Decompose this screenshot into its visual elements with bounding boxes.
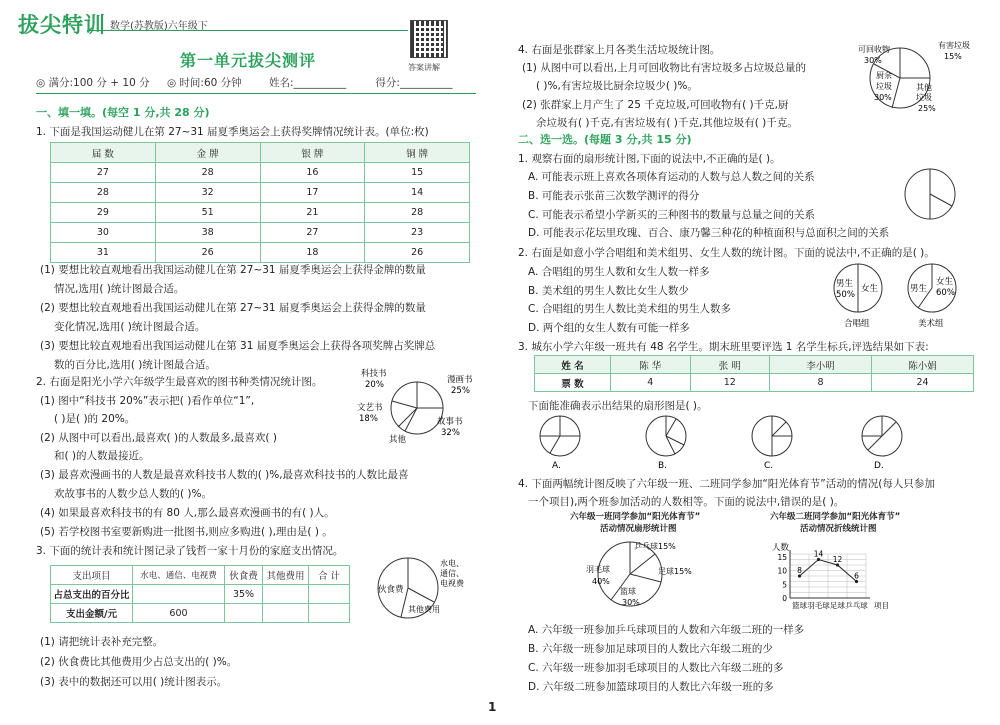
art-boy-label: 男生 xyxy=(910,284,928,294)
q4-part1a: (1) 从图中可以看出,上月可回收物比有害垃圾多占垃圾总量的 xyxy=(522,62,807,74)
label-sci: 科技书 xyxy=(361,369,387,379)
data-label: 6 xyxy=(854,571,859,581)
table-cell: 14 xyxy=(365,183,470,203)
table-cell: 28 xyxy=(365,203,470,223)
value-story: 32% xyxy=(441,428,460,438)
pie-divider xyxy=(930,194,952,206)
pie-divider xyxy=(405,408,417,431)
data-label: 8 xyxy=(797,566,802,575)
table-cell: 23 xyxy=(365,223,470,243)
value-comic: 25% xyxy=(451,386,470,396)
header-cell: 水电、通信、电视费 xyxy=(133,566,225,585)
q3-part1: (1) 请把统计表补充完整。 xyxy=(40,636,164,648)
row-label: 占总支出的百分比 xyxy=(51,585,133,604)
label-haz: 有害垃圾 xyxy=(938,41,970,50)
full-score: ◎ 满分:100 分 + 10 分 xyxy=(36,77,150,89)
cell[interactable] xyxy=(309,585,350,604)
line-chart-title xyxy=(770,510,900,534)
pie-title-line2: 活动情况扇形统计图 xyxy=(600,524,677,534)
header-cell: 姓 名 xyxy=(535,356,611,374)
header-cell: 李小明 xyxy=(770,356,872,374)
q1-part2b: 变化情况,选用( )统计图最合适。 xyxy=(54,321,206,333)
choir-boy-value: 50% xyxy=(836,290,855,300)
art-girl-value: 60% xyxy=(936,288,955,298)
value-sci: 20% xyxy=(365,380,384,390)
table-cell: 18 xyxy=(260,243,365,263)
label-kit: 余 xyxy=(884,71,892,80)
cell[interactable] xyxy=(225,604,263,623)
q4-stem: 4. 右面是张群家上月各类生活垃圾统计图。 xyxy=(518,44,721,56)
x-axis-label: 项目 xyxy=(874,601,889,610)
x-tick-label: 羽毛球 xyxy=(807,601,830,610)
q2-part1a: (1) 图中“科技书 20%”表示把( )看作单位“1”, xyxy=(40,395,255,407)
q1-part3b: 数的百分比,选用( )统计图最合适。 xyxy=(54,359,216,371)
value-lit: 18% xyxy=(359,414,378,424)
choir-girl-label: 女生 xyxy=(861,284,879,294)
pie-title-line1: 六年级一班同学参加“阳光体育节” xyxy=(570,512,701,522)
q2-part1b: ( )是( )的 20%。 xyxy=(54,413,136,425)
pie-chart-title xyxy=(570,510,700,534)
table-row xyxy=(51,163,470,183)
x-tick-label: 乒乓球 xyxy=(845,601,868,610)
time-limit: ◎ 时间:60 分钟 xyxy=(166,77,242,89)
expense-table xyxy=(50,565,350,623)
x-tick-label: 足球 xyxy=(830,601,845,610)
option-d-pie[interactable] xyxy=(862,416,902,471)
pie-divider xyxy=(892,78,900,108)
s2q1-option-c[interactable]: C. 可能表示希望小学新买的三种图书的数量与总量之间的关系 xyxy=(528,209,816,221)
table-cell: 29 xyxy=(51,203,156,223)
section2-title: 二、选一选。(每题 3 分,共 15 分) xyxy=(518,133,692,146)
data-label: 12 xyxy=(832,555,843,564)
s2q2-option-c[interactable]: C. 合唱组的男生人数比美术组的男生人数多 xyxy=(528,303,732,315)
cell: 24 xyxy=(872,374,974,392)
table-row xyxy=(51,183,470,203)
table-cell: 30 xyxy=(51,223,156,243)
table-cell: 38 xyxy=(155,223,260,243)
label-kit: 垃 xyxy=(876,82,884,91)
col-header: 银 牌 xyxy=(260,143,365,163)
header-cell: 陈小娟 xyxy=(872,356,974,374)
points-field[interactable]: 得分:__________ xyxy=(375,77,453,89)
qr-code-icon[interactable] xyxy=(410,20,448,58)
option-a-pie[interactable] xyxy=(540,416,580,471)
choir-pie xyxy=(824,260,894,330)
cell: 12 xyxy=(690,374,770,392)
art-pie xyxy=(898,260,968,330)
pie-divider xyxy=(630,574,661,582)
table-cell: 17 xyxy=(260,183,365,203)
s2q2-option-d[interactable]: D. 两个组的女生人数有可能一样多 xyxy=(528,322,690,334)
page-number: 1 xyxy=(488,700,497,714)
table-cell: 32 xyxy=(155,183,260,203)
col-header: 金 牌 xyxy=(155,143,260,163)
header-cell: 其他费用 xyxy=(263,566,309,585)
s2q4-option-c[interactable]: C. 六年级一班参加羽毛球项目的人数比六年级二班的多 xyxy=(528,662,784,674)
q1-part3a: (3) 要想比较直观地看出我国运动健儿在第 31 届夏季奥运会上获得各项奖牌占奖牌总 xyxy=(40,340,436,352)
header-cell: 陈 华 xyxy=(611,356,691,374)
value-haz: 15% xyxy=(944,52,962,61)
col-header: 铜 牌 xyxy=(365,143,470,163)
q3-part2: (2) 伙食费比其他费用少占总支出的( )%。 xyxy=(40,656,238,668)
cell[interactable] xyxy=(133,585,225,604)
row-label: 支出金额/元 xyxy=(51,604,133,623)
s2q4-option-a[interactable]: A. 六年级一班参加乒乓球项目的人数和六年级二班的一样多 xyxy=(528,624,805,636)
x-tick-label: 篮球 xyxy=(792,601,807,610)
q1-part1b: 情况,选用( )统计图最合适。 xyxy=(54,283,185,295)
option-a-label: A. xyxy=(552,461,561,471)
q1-part1a: (1) 要想比较直观地看出我国运动健儿在第 27~31 届夏季奥运会上获得金牌的数量 xyxy=(40,264,426,276)
q2-part4: (4) 如果最喜欢科技书的有 80 人,那么最喜欢漫画书的有( )人。 xyxy=(40,507,335,519)
header-cell: 合 计 xyxy=(309,566,350,585)
label-story: 故事书 xyxy=(437,417,463,427)
cell[interactable] xyxy=(263,604,309,623)
label-util: 通信、 xyxy=(440,569,464,578)
table-cell: 26 xyxy=(365,243,470,263)
label-fb: 足球15% xyxy=(658,567,692,576)
medal-table xyxy=(50,142,470,263)
label-comic: 漫画书 xyxy=(447,375,473,385)
brand-logo: 拔尖特训 xyxy=(18,13,106,37)
label-other: 其他 xyxy=(389,435,407,445)
label-kit: 厨 xyxy=(876,71,884,80)
label-food: 伙食费 xyxy=(378,585,404,595)
q2-part2a: (2) 从图中可以看出,最喜欢( )的人数最多,最喜欢( ) xyxy=(40,432,277,444)
s2q1-option-d[interactable]: D. 可能表示花坛里玫瑰、百合、康乃馨三种花的种植面积与总面积之间的关系 xyxy=(528,227,890,239)
q2-part2b: 和( )的人数最接近。 xyxy=(54,450,150,462)
option-b-pie[interactable] xyxy=(646,416,686,471)
s2q1-option-a[interactable]: A. 可能表示班上喜欢各项体育运动的人数与总人数之间的关系 xyxy=(528,171,815,183)
label-oth: 其他 xyxy=(916,83,932,92)
value-oth: 25% xyxy=(918,104,936,113)
answer-pies xyxy=(530,412,980,472)
garbage-pie-chart xyxy=(852,38,984,118)
s2q4-stem-b: 一个项目),两个班参加活动的人数相等。下面的说法中,错误的是( )。 xyxy=(528,496,845,508)
label-util: 电视费 xyxy=(440,579,464,588)
q2-part3a: (3) 最喜欢漫画书的人数是最喜欢科技书人数的( )%,最喜欢科技书的人数比最喜 xyxy=(40,469,409,481)
cell: 35% xyxy=(225,585,263,604)
table-cell: 16 xyxy=(260,163,365,183)
table-row xyxy=(51,223,470,243)
section1-title: 一、填一填。(每空 1 分,共 28 分) xyxy=(36,106,210,119)
row-label: 票 数 xyxy=(535,374,611,392)
pie-divider xyxy=(398,408,417,427)
q2-stem: 2. 右面是阳光小学六年级学生最喜欢的图书种类情况统计图。 xyxy=(36,376,323,388)
option-c-pie[interactable] xyxy=(752,416,792,471)
art-girl-label: 女生 xyxy=(936,277,954,287)
cell: 8 xyxy=(770,374,872,392)
q4-part1b: ( )%,有害垃圾比厨余垃圾少( )%。 xyxy=(536,80,698,92)
label-kit: 圾 xyxy=(884,82,892,91)
y-axis-label: 人数 xyxy=(772,543,790,553)
label-bk: 篮球 xyxy=(620,587,636,596)
qr-label: 答案讲解 xyxy=(408,63,440,72)
value-rec: 30% xyxy=(864,56,882,65)
s2q3-ask: 下面能准确表示出结果的扇形图是( )。 xyxy=(528,400,708,412)
header-cell: 支出项目 xyxy=(51,566,133,585)
s2q4-stem-a: 4. 下面两幅统计图反映了六年级一班、二班同学参加“阳光体育节”活动的情况(每人只参加 xyxy=(518,478,935,490)
s2q4-option-d[interactable]: D. 六年级二班参加篮球项目的人数比六年级一班的多 xyxy=(528,681,774,693)
option-c-label: C. xyxy=(764,461,774,471)
table-row xyxy=(51,243,470,263)
label-util: 水电、 xyxy=(440,559,464,568)
q2-part3b: 欢故事书的人数少总人数的( )%。 xyxy=(54,488,213,500)
q1-stem: 1. 下面是我国运动健儿在第 27~31 届夏季奥运会上获得奖牌情况统计表。(单位:枚) xyxy=(36,126,429,138)
right-page xyxy=(500,0,1000,725)
art-caption: 美术组 xyxy=(918,319,944,329)
label-bd: 羽毛球 xyxy=(586,565,610,574)
cell: 600 xyxy=(133,604,225,623)
table-cell: 31 xyxy=(51,243,156,263)
value-kit: 30% xyxy=(874,93,892,102)
y-tick-label: 5 xyxy=(782,580,787,590)
q1-part2a: (2) 要想比较直观地看出我国运动健儿在第 27~31 届夏季奥运会上获得金牌的数量 xyxy=(40,302,426,314)
table-cell: 26 xyxy=(155,243,260,263)
y-tick-label: 0 xyxy=(782,594,787,603)
choir-caption: 合唱组 xyxy=(844,319,870,329)
page-title: 第一单元拔尖测评 xyxy=(180,51,317,70)
choir-boy-label: 男生 xyxy=(836,279,854,289)
cell[interactable] xyxy=(263,585,309,604)
q3-stem: 3. 下面的统计表和统计图记录了钱哲一家十月份的家庭支出情况。 xyxy=(36,545,344,557)
line-title-line2: 活动情况折线统计图 xyxy=(800,524,877,534)
q2-part5: (5) 若学校图书室要新购进一批图书,则应多购进( ),理由是( ) 。 xyxy=(40,526,333,538)
y-tick-label: 15 xyxy=(777,552,787,562)
s2q1-option-b[interactable]: B. 可能表示张苗三次数学测评的得分 xyxy=(528,190,700,202)
option-b-label: B. xyxy=(658,461,668,471)
class1-pie-chart xyxy=(580,536,710,616)
s2q3-stem: 3. 城东小学六年级一班共有 48 名学生。期末班里要评选 1 名学生标兵,评选结果如下表: xyxy=(518,341,929,353)
q3-part3: (3) 表中的数据还可以用( )统计图表示。 xyxy=(40,676,228,688)
label-pp: 乒乓球15% xyxy=(634,542,676,551)
table-cell: 27 xyxy=(260,223,365,243)
table-cell: 28 xyxy=(155,163,260,183)
table-cell: 15 xyxy=(365,163,470,183)
cell: 4 xyxy=(611,374,691,392)
col-header: 届 数 xyxy=(51,143,156,163)
books-pie-chart xyxy=(355,366,480,446)
score-line xyxy=(36,75,452,90)
s2q2-option-b[interactable]: B. 美术组的男生人数比女生人数少 xyxy=(528,285,689,297)
line-title-line1: 六年级二班同学参加“阳光体育节” xyxy=(770,512,901,522)
label-other: 其他费用 xyxy=(408,605,440,614)
expense-pie-chart xyxy=(366,552,478,622)
value-bd: 40% xyxy=(592,577,610,586)
option-d-label: D. xyxy=(874,461,884,471)
vote-table xyxy=(534,355,974,392)
table-cell: 28 xyxy=(51,183,156,203)
s2q1-stem: 1. 观察右面的扇形统计图,下面的说法中,不正确的是( )。 xyxy=(518,153,781,165)
three-part-pie xyxy=(902,166,958,222)
label-oth: 垃圾 xyxy=(916,93,932,102)
label-rec: 可回收物 xyxy=(858,45,890,54)
subject-label: 数学(苏教版)六年级下 xyxy=(110,21,208,32)
y-tick-label: 10 xyxy=(777,566,787,576)
name-field[interactable]: 姓名:__________ xyxy=(269,77,347,89)
pie-divider xyxy=(630,554,655,574)
q4-part2a: (2) 张群家上月产生了 25 千克垃圾,可回收物有( )千克,厨 xyxy=(522,99,789,111)
table-cell: 27 xyxy=(51,163,156,183)
class2-line-chart xyxy=(766,536,966,616)
header-rule xyxy=(88,30,408,31)
label-lit: 文艺书 xyxy=(357,403,383,413)
pie-divider xyxy=(392,401,417,408)
data-label: 14 xyxy=(813,549,824,559)
table-cell: 51 xyxy=(155,203,260,223)
value-bk: 30% xyxy=(622,598,640,607)
s2q2-stem: 2. 右面是如意小学合唱组和美术组男、女生人数的统计图。下面的说法中,不正确的是( )。 xyxy=(518,247,935,259)
table-row xyxy=(51,203,470,223)
table-cell: 21 xyxy=(260,203,365,223)
s2q2-option-a[interactable]: A. 合唱组的男生人数和女生人数一样多 xyxy=(528,266,710,278)
q4-part2b: 余垃圾有( )千克,有害垃圾有( )千克,其他垃圾有( )千克。 xyxy=(536,117,798,129)
s2q4-option-b[interactable]: B. 六年级一班参加足球项目的人数比六年级二班的少 xyxy=(528,643,773,655)
cell[interactable] xyxy=(309,604,350,623)
header-cell: 张 明 xyxy=(690,356,770,374)
divider xyxy=(36,93,476,94)
header-cell: 伙食费 xyxy=(225,566,263,585)
pie-divider xyxy=(408,588,434,602)
